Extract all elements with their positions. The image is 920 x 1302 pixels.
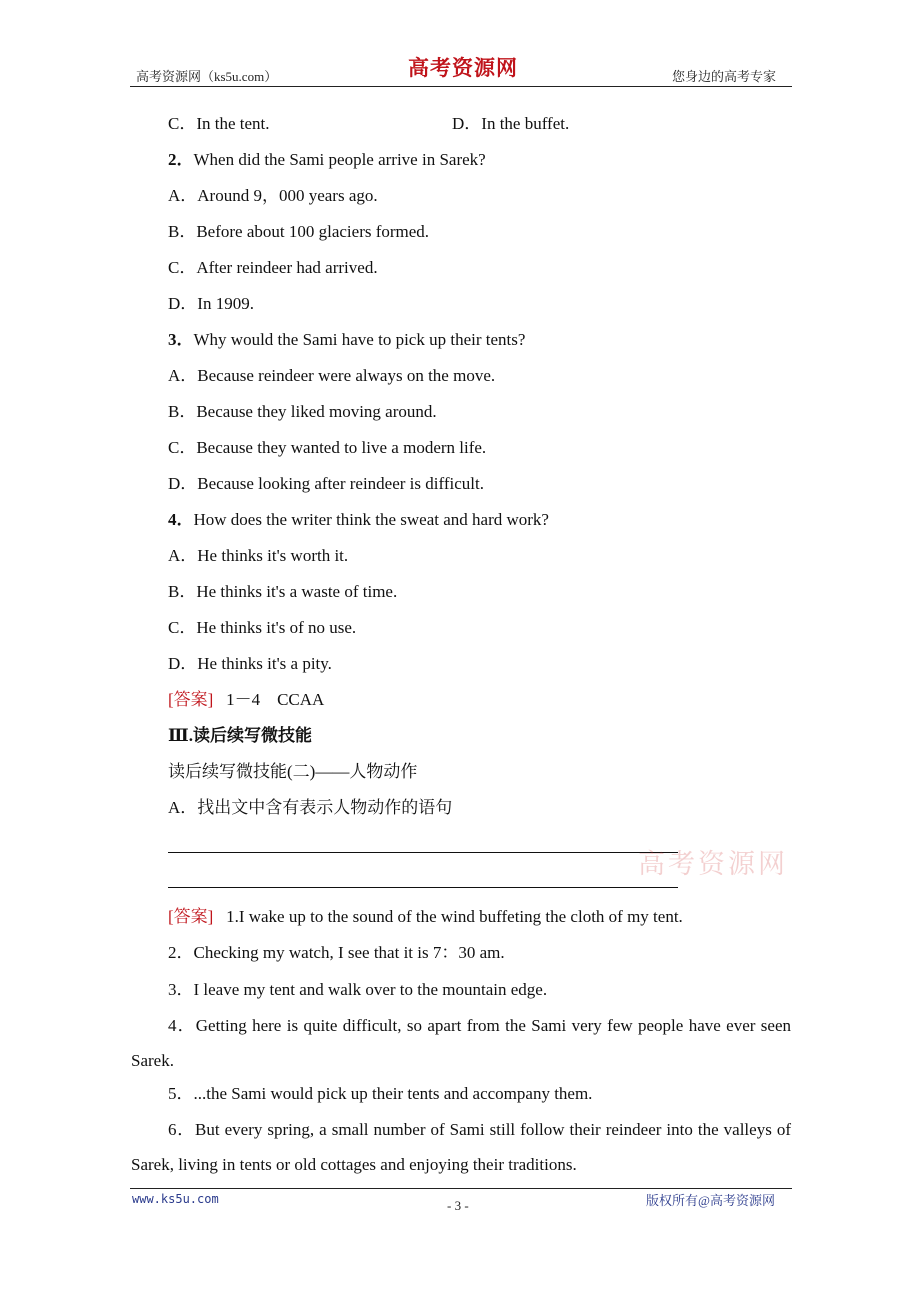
q4-option-b: B．He thinks it's a waste of time. bbox=[168, 582, 398, 601]
header-logo: 高考资源网 bbox=[408, 56, 518, 80]
q2-text: When did the Sami people arrive in Sarek? bbox=[193, 150, 486, 169]
answer-tag: [答案] bbox=[168, 690, 214, 709]
answer2-item-6: 6．But every spring, a small number of Sami still follow their reindeer into the valleys of Sarek, living in tents or old cottages and enjoying their traditions. bbox=[131, 1120, 791, 1174]
q4-option-c: C．He thinks it's of no use. bbox=[168, 618, 357, 637]
q2-question bbox=[168, 150, 486, 170]
q1-option-c: C．In the tent. bbox=[168, 114, 270, 133]
q1-option-d: D．In the buffet. bbox=[452, 114, 570, 133]
answer2-item-4: 4．Getting here is quite difficult, so apart from the Sami very few people have ever seen Sarek. bbox=[131, 1016, 791, 1070]
header-site-name: 高考资源网（ks5u.com） bbox=[136, 69, 278, 84]
blank-line-1 bbox=[168, 852, 678, 853]
footer-divider bbox=[130, 1188, 792, 1189]
task-a: A．找出文中含有表示人物动作的语句 bbox=[168, 798, 453, 817]
q4-question bbox=[168, 510, 549, 530]
answer2-item-2: 2．Checking my watch, I see that it is 7：30 am. bbox=[168, 943, 505, 962]
q3-question bbox=[168, 330, 525, 350]
q2-number: 2． bbox=[168, 150, 194, 169]
page-number: - 3 - bbox=[447, 1198, 469, 1213]
q2-option-a: A．Around 9，000 years ago. bbox=[168, 186, 378, 205]
answer2-item-3: 3．I leave my tent and walk over to the mountain edge. bbox=[168, 980, 548, 999]
footer-link[interactable]: www.ks5u.com bbox=[132, 1192, 219, 1206]
q2-option-b: B．Before about 100 glaciers formed. bbox=[168, 222, 430, 241]
header-slogan: 您身边的高考专家 bbox=[672, 69, 777, 84]
q2-option-d: D．In 1909. bbox=[168, 294, 254, 313]
answer2-tag: [答案] bbox=[168, 907, 214, 926]
q3-option-d: D．Because looking after reindeer is difficult. bbox=[168, 474, 484, 493]
q3-option-a: A．Because reindeer were always on the move. bbox=[168, 366, 496, 385]
section-subtitle: 读后续写微技能(二)——人物动作 bbox=[168, 762, 418, 781]
blank-line-2 bbox=[168, 887, 678, 888]
answer2-item-1 bbox=[168, 907, 683, 927]
answer2-item-5: 5．...the Sami would pick up their tents and accompany them. bbox=[168, 1084, 593, 1103]
section-title: Ⅲ.读后续写微技能 bbox=[168, 726, 312, 745]
q4-number: 4． bbox=[168, 510, 194, 529]
q2-option-c: C．After reindeer had arrived. bbox=[168, 258, 378, 277]
q3-text: Why would the Sami have to pick up their tents? bbox=[193, 330, 526, 349]
q3-option-b: B．Because they liked moving around. bbox=[168, 402, 437, 421]
footer-copyright: 版权所有@高考资源网 bbox=[646, 1193, 775, 1208]
q3-option-c: C．Because they wanted to live a modern life. bbox=[168, 438, 487, 457]
answer-line-1 bbox=[168, 690, 324, 710]
q4-option-a: A．He thinks it's worth it. bbox=[168, 546, 349, 565]
answer2-text-1: 1.I wake up to the sound of the wind buffeting the cloth of my tent. bbox=[226, 907, 683, 926]
q4-option-d: D．He thinks it's a pity. bbox=[168, 654, 332, 673]
header-divider bbox=[130, 86, 792, 87]
watermark: 高考资源网 bbox=[638, 849, 788, 880]
answer-text: 1－4 CCAA bbox=[226, 690, 325, 709]
q4-text: How does the writer think the sweat and hard work? bbox=[193, 510, 549, 529]
q3-number: 3． bbox=[168, 330, 194, 349]
